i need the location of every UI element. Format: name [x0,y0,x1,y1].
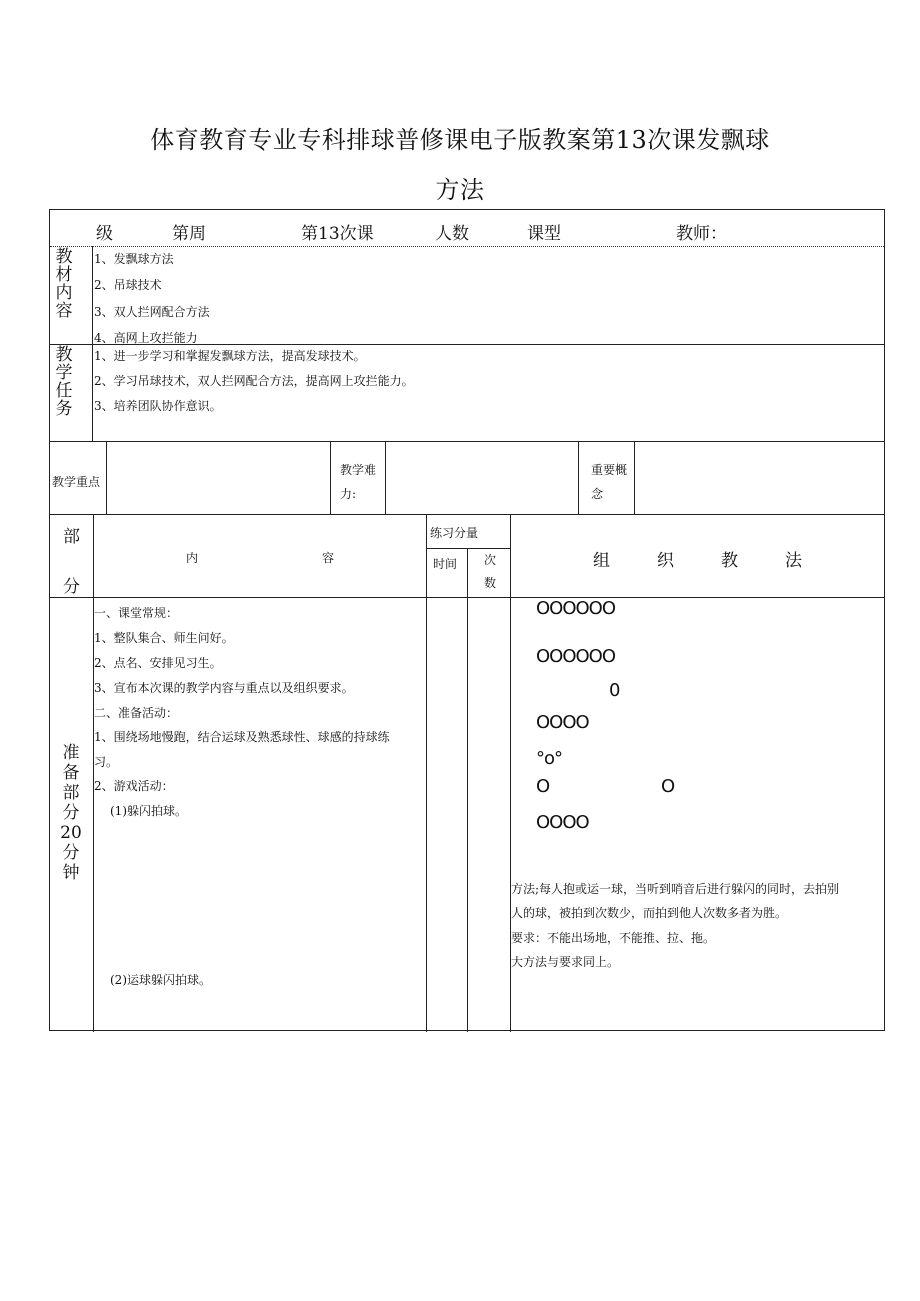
content-head-2: 容 [322,551,335,565]
material-item-2: 2、吊球技术 [94,278,162,292]
materials-label: 教材内容 [55,247,73,321]
org-head-4: 法 [785,551,802,571]
method-line: 方法;每人抱或运一球，当听到哨音后进行躲闪的同时，去拍别 [511,882,840,896]
col-divider [330,441,331,514]
header-type: 课型 [527,224,561,244]
col-divider [578,441,579,514]
formation-row: O [536,776,550,797]
formation-row: OOOOOO [536,646,616,667]
concept-label-2: 念 [591,487,604,501]
col-divider [106,441,107,514]
org-head-1: 组 [593,551,610,571]
row-divider [50,441,884,442]
prep-line: 2、点名、安排见习生。 [94,656,222,670]
prep-label: 准备部分20分钟 [60,743,82,883]
formation-row: O [661,776,675,797]
prep-line: 习。 [94,755,119,769]
practice-divider [426,548,510,549]
part-head: 部 [63,527,80,547]
prep-line: 3、宣布本次课的教学内容与重点以及组织要求。 [94,681,354,695]
formation-row: OOOO [536,712,589,733]
prep-line: 二、准备活动： [94,706,179,720]
concept-label: 重要概 [591,463,628,477]
method-line: 要求：不能出场地，不能推、拉、拖。 [511,931,716,945]
prep-line: 1、整队集合、师生问好。 [94,631,234,645]
col-divider [426,514,427,1032]
method-line: 人的球，被拍到次数少，而拍到他人次数多者为胜。 [511,906,788,920]
row-divider [50,246,884,247]
content-head: 内 [186,551,199,565]
material-item-1: 1、发飘球方法 [94,252,174,266]
difficulty-label: 教学难 [340,463,377,477]
formation-row: OOOOOO [536,598,616,619]
col-divider [93,514,94,1032]
col-divider [385,441,386,514]
header-week: 第周 [172,224,206,244]
org-head-3: 教 [721,551,738,571]
formation-row: 0 [609,680,620,701]
task-item-3: 3、培养团队协作意识。 [94,399,222,413]
focus-label: 教学重点 [52,475,101,489]
row-divider [50,514,884,515]
header-session: 第13次课 [301,224,374,244]
col-divider [467,548,468,1032]
col-divider [634,441,635,514]
difficulty-label-2: 力: [340,487,357,501]
prep-line-last: (2)运球躲闪拍球。 [110,973,211,987]
lesson-plan-table [49,209,885,1031]
prep-line: 1、围绕场地慢跑，结合运球及熟悉球性、球感的持球练 [94,730,390,744]
time-head: 时间 [433,557,458,571]
formation-row: °o° [536,748,563,769]
practice-head: 练习分量 [430,526,479,540]
header-grade: 级 [96,224,113,244]
prep-line: 2、游戏活动： [94,779,174,793]
document-title-line2: 方法 [435,176,485,204]
formation-row: OOOO [536,812,589,833]
prep-line: (1)躲闪拍球。 [110,804,187,818]
material-item-4: 4、高网上攻拦能力 [94,331,198,345]
tasks-label: 教学任务 [55,345,73,419]
material-item-3: 3、双人拦网配合方法 [94,305,210,319]
part-head-2: 分 [63,577,80,597]
document-title: 体育教育专业专科排球普修课电子版教案第13次课发飘球 [150,126,770,154]
org-head-2: 织 [657,551,674,571]
count-head: 次 [484,553,497,567]
header-teacher: 教师： [676,224,727,244]
task-item-1: 1、进一步学习和掌握发飘球方法，提高发球技术。 [94,349,366,363]
method-line: 大方法与要求同上。 [511,955,620,969]
count-head-2: 数 [484,576,497,590]
header-count: 人数 [435,224,469,244]
prep-line: 一、课堂常规： [94,606,179,620]
task-item-2: 2、学习吊球技术，双人拦网配合方法，提高网上攻拦能力。 [94,374,414,388]
row-divider [50,344,884,345]
